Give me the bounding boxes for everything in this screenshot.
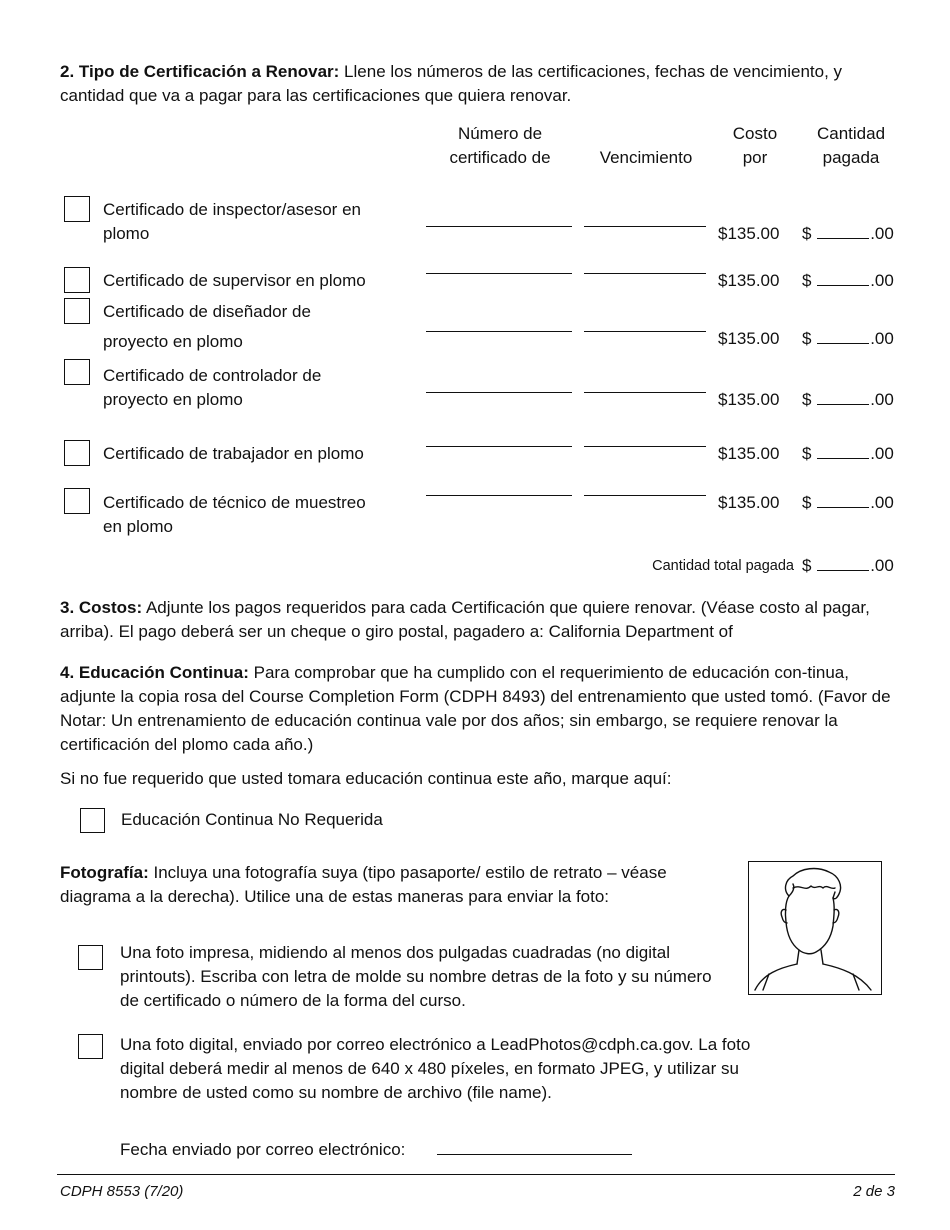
- paid-suffix: .00: [870, 444, 894, 463]
- checkbox-tecnico[interactable]: [64, 488, 90, 514]
- not-required-label: Educación Continua No Requerida: [121, 810, 383, 829]
- row-label-tecnico: [103, 491, 413, 539]
- cost-trabajador: $135.00: [718, 444, 780, 463]
- paid-prefix: $: [802, 224, 812, 243]
- paid-prefix: $: [802, 329, 812, 348]
- checkbox-supervisor[interactable]: [64, 267, 90, 293]
- row-label-inspector-line1: Certificado de inspector/asesor en: [103, 200, 361, 219]
- paid-blank[interactable]: [817, 391, 869, 405]
- paid-prefix: $: [802, 271, 812, 290]
- cert-number-field-controlador[interactable]: [426, 392, 572, 393]
- section-3-title: 3. Costos:: [60, 598, 143, 617]
- header-numero-line1: Número de: [457, 124, 543, 143]
- section-2-instructions: [60, 60, 890, 108]
- row-label-supervisor: [103, 269, 413, 293]
- header-costo-line1: Costo: [732, 124, 778, 143]
- row-label-inspector: [103, 198, 413, 246]
- section-4-title: 4. Educación Continua:: [60, 663, 249, 682]
- paid-prefix: $: [802, 493, 812, 512]
- expiration-field-disenador[interactable]: [584, 331, 706, 332]
- portrait-diagram: [748, 861, 882, 995]
- row-label-disenador-line1: Certificado de diseñador de: [103, 302, 311, 321]
- header-cantidad-line2: pagada: [822, 148, 880, 167]
- footer-form-id: CDPH 8553 (7/20): [60, 1183, 184, 1200]
- expiration-field-inspector[interactable]: [584, 226, 706, 227]
- paid-field-tecnico[interactable]: [802, 493, 894, 513]
- paid-blank[interactable]: [817, 494, 869, 508]
- row-label-disenador: [103, 297, 413, 357]
- paid-suffix: .00: [870, 271, 894, 290]
- photo-title: Fotografía:: [60, 863, 149, 882]
- paid-prefix: $: [802, 390, 812, 409]
- paid-suffix: .00: [870, 556, 894, 575]
- expiration-field-supervisor[interactable]: [584, 273, 706, 274]
- row-label-controlador: [103, 364, 413, 412]
- photo-instructions: [60, 861, 740, 909]
- email-date-label: Fecha enviado por correo electrónico:: [120, 1140, 406, 1159]
- cert-number-field-inspector[interactable]: [426, 226, 572, 227]
- expiration-field-trabajador[interactable]: [584, 446, 706, 447]
- paid-suffix: .00: [870, 224, 894, 243]
- paid-suffix: .00: [870, 493, 894, 512]
- paid-field-disenador[interactable]: [802, 329, 894, 349]
- checkbox-continuing-education-not-required[interactable]: [80, 808, 105, 833]
- printed-photo-option: Una foto impresa, midiendo al menos dos pulgadas cuadradas (no digital printouts). Escriba con letra de molde su nombre detras de la foto y su número de certificado o número de la forma del curso.: [120, 943, 712, 1010]
- cert-number-field-disenador[interactable]: [426, 331, 572, 332]
- section-3-text: Adjunte los pagos requeridos para cada Certificación que quiere renovar. (Véase costo al pagar, arriba). El pago deberá ser un cheque o giro postal, pagadero a: California Department of: [60, 598, 870, 641]
- section-2-title: 2. Tipo de Certificación a Renovar:: [60, 62, 340, 81]
- row-label-trabajador: [103, 442, 413, 466]
- section-2-text: Llene los números de las certificaciones, fechas de vencimiento, y cantidad que va a pagar para las certificaciones que quiera renovar.: [60, 62, 843, 105]
- cost-controlador: $135.00: [718, 390, 780, 409]
- not-required-prompt: Si no fue requerido que usted tomara educación continua este año, marque aquí:: [60, 769, 672, 788]
- paid-prefix: $: [802, 556, 812, 575]
- checkbox-digital-photo[interactable]: [78, 1034, 103, 1059]
- header-costo: [718, 122, 792, 170]
- paid-field-inspector[interactable]: [802, 224, 894, 244]
- cost-disenador: $135.00: [718, 329, 780, 348]
- paid-suffix: .00: [870, 329, 894, 348]
- cert-number-field-trabajador[interactable]: [426, 446, 572, 447]
- cert-number-field-supervisor[interactable]: [426, 273, 572, 274]
- section-4-continuing-education: [60, 661, 892, 757]
- footer-page-number: 2 de 3: [853, 1183, 895, 1200]
- paid-suffix: .00: [870, 390, 894, 409]
- header-vencimiento: Vencimiento: [599, 148, 693, 167]
- section-4-text: Para comprobar que ha cumplido con el requerimiento de educación con-tinua, adjunte la copia rosa del Course Completion Form (CDPH 8493) del entrenamiento que usted tomó. (Favor de Notar: Un entrenamiento de educación continua vale por dos años; sin embargo, se requiere renovar la certificación del plomo cada año.): [60, 663, 891, 754]
- photo-text: Incluya una fotografía suya (tipo pasaporte/ estilo de retrato – véase diagrama a la derecha). Utilice una de estas maneras para enviar la foto:: [60, 863, 667, 906]
- row-label-disenador-line2: proyecto en plomo: [103, 332, 243, 351]
- expiration-field-tecnico[interactable]: [584, 495, 706, 496]
- row-label-trabajador-line1: Certificado de trabajador en plomo: [103, 444, 364, 463]
- row-label-tecnico-line2: en plomo: [103, 517, 173, 536]
- paid-prefix: $: [802, 444, 812, 463]
- checkbox-trabajador[interactable]: [64, 440, 90, 466]
- paid-blank[interactable]: [817, 225, 869, 239]
- checkbox-printed-photo[interactable]: [78, 945, 103, 970]
- paid-field-trabajador[interactable]: [802, 444, 894, 464]
- email-date-field[interactable]: [437, 1154, 632, 1155]
- total-paid-field[interactable]: [802, 556, 894, 576]
- row-label-controlador-line2: proyecto en plomo: [103, 390, 243, 409]
- cost-tecnico: $135.00: [718, 493, 780, 512]
- section-3-costs: [60, 596, 890, 644]
- footer-divider: [57, 1174, 895, 1175]
- digital-photo-option: Una foto digital, enviado por correo electrónico a LeadPhotos@cdph.ca.gov. La foto digital deberá medir al menos de 640 x 480 píxeles, en formato JPEG, y utilizar su nombre de usted como su nombre de archivo (file name).: [120, 1035, 751, 1102]
- header-cantidad: [804, 122, 898, 170]
- header-numero-line2: certificado de: [449, 148, 551, 167]
- cost-supervisor: $135.00: [718, 271, 780, 290]
- row-label-inspector-line2: plomo: [103, 224, 150, 243]
- paid-blank[interactable]: [817, 330, 869, 344]
- paid-blank[interactable]: [817, 557, 869, 571]
- row-label-supervisor-line1: Certificado de supervisor en plomo: [103, 271, 366, 290]
- cost-inspector: $135.00: [718, 224, 780, 243]
- header-costo-line2: por: [742, 148, 768, 167]
- paid-field-supervisor[interactable]: [802, 271, 894, 291]
- checkbox-controlador[interactable]: [64, 359, 90, 385]
- checkbox-inspector[interactable]: [64, 196, 90, 222]
- total-paid-label: Cantidad total pagada: [652, 558, 794, 574]
- row-label-tecnico-line1: Certificado de técnico de muestreo: [103, 493, 366, 512]
- expiration-field-controlador[interactable]: [584, 392, 706, 393]
- checkbox-disenador[interactable]: [64, 298, 90, 324]
- paid-field-controlador[interactable]: [802, 390, 894, 410]
- paid-blank[interactable]: [817, 445, 869, 459]
- header-numero: [430, 122, 570, 170]
- paid-blank[interactable]: [817, 272, 869, 286]
- portrait-icon: [749, 862, 880, 993]
- header-cantidad-line1: Cantidad: [816, 124, 886, 143]
- row-label-controlador-line1: Certificado de controlador de: [103, 366, 322, 385]
- cert-number-field-tecnico[interactable]: [426, 495, 572, 496]
